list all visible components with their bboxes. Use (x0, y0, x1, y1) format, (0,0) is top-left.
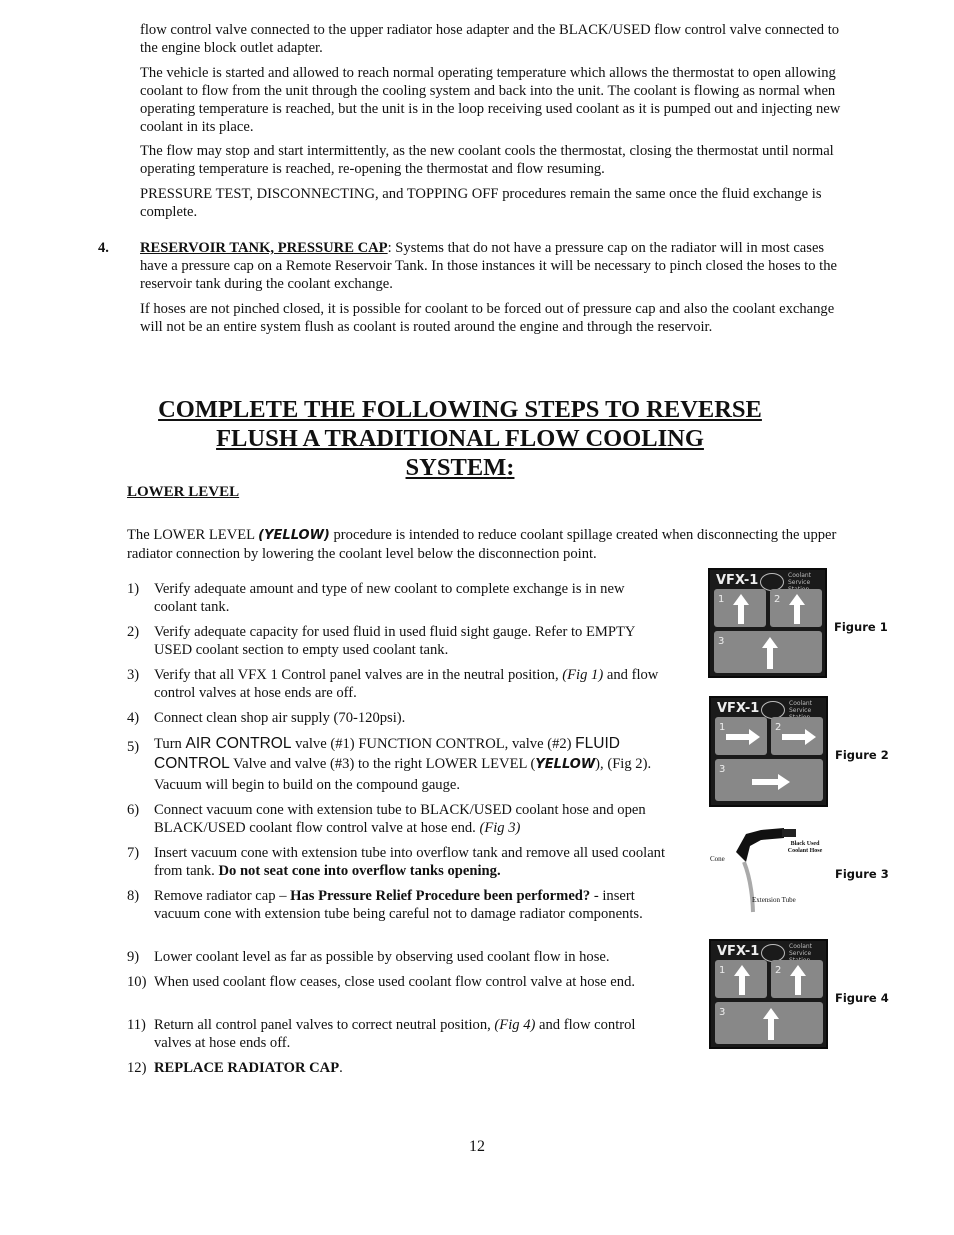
valve-box-1 (715, 960, 767, 998)
arrow-right-icon (725, 728, 761, 746)
fig-ref: (Fig 1) (562, 667, 604, 683)
figure-3-illustration (706, 822, 830, 914)
step-number: 7) (127, 845, 140, 861)
list-item (127, 623, 667, 659)
step-text: Verify adequate capacity for used fluid in used fluid sight gauge. Refer to EMPTY USED coolant section to empty used coolant tank. (154, 624, 635, 658)
heading-line-3 (120, 453, 800, 482)
subheading: LOWER LEVEL (127, 484, 240, 500)
heading-colon: : (506, 454, 515, 481)
step-text-part: Return all control panel valves to correct neutral position, (154, 1017, 495, 1033)
page-number: 12 (469, 1138, 485, 1155)
panel-tag: Coolant Service (789, 943, 813, 957)
figure-1-panel (708, 568, 827, 678)
arrow-right-icon (751, 773, 791, 791)
step-text: Connect clean shop air supply (70-120psi). (154, 710, 406, 726)
valve-box-3 (714, 631, 822, 673)
paragraph: The vehicle is started and allowed to reach normal operating temperature which allows the thermostat to open allowing coolant to flow from the unit through the cooling system and back into the unit. The coolant is flowing as normal when operating temperature is reached, but the unit is in the loop receiving used coolant as it is pumped out and injecting new coolant in its place. (140, 65, 841, 135)
step-number: 1) (127, 581, 140, 597)
valve-number: 3 (719, 764, 726, 775)
valve-box-3 (715, 1002, 823, 1044)
intro-before: The LOWER LEVEL (127, 527, 259, 543)
step-number: 6) (127, 802, 140, 818)
arrow-up-icon (732, 593, 750, 625)
figure-2-panel (709, 696, 828, 807)
step-text (154, 1016, 667, 1052)
item4-text: : Systems that do not have a pressure cap on the radiator will in most cases have a pressure cap on a Remote Reservoir Tank. In those instances it will be necessary to pinch closed the hoses to the reservoir tank during the coolant exchange. (140, 240, 837, 292)
fluid-control-label: FLUID CONTROL (154, 735, 620, 772)
step-text-part: Turn (154, 736, 186, 752)
paragraph: flow control valve connected to the upper radiator hose adapter and the BLACK/USED flow control valve connected to the engine block outlet adapter. (140, 22, 840, 56)
valve-number: 2 (775, 965, 782, 976)
step-text-part: . (339, 1060, 343, 1076)
valve-box-3 (715, 759, 823, 801)
step-text (154, 1059, 667, 1077)
valve-number: 2 (774, 594, 781, 605)
step-number: 4) (127, 710, 140, 726)
step-number: 2) (127, 624, 140, 640)
step-number: 12) (127, 1060, 147, 1076)
tube-label: Extension Tube (752, 896, 796, 904)
item4-paragraph (140, 239, 852, 293)
step-text-part: and flow control valves at hose ends off. (154, 1017, 636, 1051)
figure-caption: Figure 4 (835, 991, 889, 1005)
step-text (154, 844, 667, 880)
panel-tag: Coolant Service (789, 700, 813, 714)
figure-4-panel (709, 939, 828, 1049)
step-bold: REPLACE RADIATOR CAP (154, 1060, 340, 1076)
heading-line: FLUSH A TRADITIONAL FLOW COOLING (216, 425, 704, 452)
step-text (154, 734, 667, 795)
list-item (127, 1016, 667, 1052)
intro-after: procedure is intended to reduce coolant spillage created when disconnecting the upper radiator connection by lowering the coolant level below the disconnection point. (127, 527, 837, 562)
step-text-part: ), (Fig 2). Vacuum will begin to build on the compound gauge. (154, 756, 652, 793)
panel-tag: Coolant Service (788, 572, 812, 586)
step-bold: Do not seat cone into overflow tanks opening. (218, 863, 501, 879)
paragraph: PRESSURE TEST, DISCONNECTING, and TOPPING OFF procedures remain the same once the fluid exchange is complete. (140, 186, 822, 220)
step-text-part: Insert vacuum cone with extension tube into overflow tank and remove all used coolant from tank. (154, 845, 666, 879)
step-number: 5) (127, 739, 140, 755)
arrow-up-icon (788, 593, 806, 625)
arrow-up-icon (761, 636, 779, 670)
step-text: Verify adequate amount and type of new coolant to complete exchange is in new coolant tank. (154, 581, 625, 615)
fig-ref: (Fig 4) (494, 1017, 536, 1033)
section-heading (120, 395, 800, 482)
item4-paragraph-2: If hoses are not pinched closed, it is possible for coolant to be forced out of pressure cap and also the coolant exchange will not be an entire system flush as coolant is routed around the engine and through the reservoir. (140, 301, 835, 335)
step-number: 8) (127, 888, 140, 904)
step-bold: Has Pressure Relief Procedure been performed? (290, 888, 591, 904)
yellow-label: YELLOW (535, 757, 596, 772)
step-number: 10) (127, 974, 147, 990)
step-number: 11) (127, 1017, 146, 1033)
valve-box-2 (771, 960, 823, 998)
valve-box-1 (715, 717, 767, 755)
hose-label: Black Used Coolant Hose (787, 841, 823, 854)
paragraph: The flow may stop and start intermittently, as the new coolant cools the thermostat, closing the thermostat until normal operating temperature is reached, re-opening the thermostat and flow resuming. (140, 143, 834, 177)
panel-brand: VFX-1 (716, 573, 759, 588)
step-text-part: Remove radiator cap – (154, 888, 291, 904)
list-item (127, 801, 667, 837)
step-text-part: and flow control valves at hose ends are off. (154, 667, 659, 701)
step-text-part: - insert vacuum cone with extension tube being careful not to damage radiator components. (154, 888, 643, 922)
heading-line: COMPLETE THE FOLLOWING STEPS TO REVERSE (158, 396, 762, 423)
valve-number: 1 (718, 594, 725, 605)
list-item (127, 887, 667, 923)
list-item (127, 1059, 667, 1077)
air-control-label: AIR CONTROL (185, 735, 292, 752)
item4-title: RESERVOIR TANK, PRESSURE CAP (140, 240, 388, 256)
step-number: 3) (127, 667, 140, 683)
list-item (127, 948, 667, 966)
valve-number: 3 (718, 636, 725, 647)
step-number: 9) (127, 949, 140, 965)
step-text-part: Valve and valve (#3) to the right LOWER LEVEL ( (229, 756, 536, 772)
yellow-label: (YELLOW) (258, 528, 330, 543)
panel-brand: VFX-1 (717, 944, 760, 959)
valve-number: 1 (719, 965, 726, 976)
list-item (127, 666, 667, 702)
arrow-up-icon (762, 1007, 780, 1041)
arrow-up-icon (789, 964, 807, 996)
figure-caption: Figure 3 (835, 867, 889, 881)
list-item (127, 973, 667, 991)
step-text (154, 887, 667, 923)
valve-box-1 (714, 589, 766, 627)
cone-label: Cone (710, 855, 725, 863)
item-number: 4. (98, 240, 109, 256)
valve-number: 2 (775, 722, 782, 733)
figure-caption: Figure 1 (834, 620, 888, 634)
list-item (127, 580, 667, 616)
arrow-up-icon (733, 964, 751, 996)
panel-brand: VFX-1 (717, 701, 760, 716)
list-item (127, 734, 667, 795)
step-text (154, 801, 667, 837)
step-text: When used coolant flow ceases, close used coolant flow control valve at hose end. (154, 974, 636, 990)
step-text-part: Connect vacuum cone with extension tube to BLACK/USED coolant hose and open BLACK/USED coolant flow control valve at hose end. (154, 802, 646, 836)
valve-box-2 (771, 717, 823, 755)
step-text-part: Verify that all VFX 1 Control panel valves are in the neutral position, (154, 667, 563, 683)
heading-line: SYSTEM (405, 454, 507, 481)
figure-caption: Figure 2 (835, 748, 889, 762)
fig-ref: (Fig 3) (479, 820, 521, 836)
step-text (154, 666, 667, 702)
intro-paragraph (127, 526, 847, 563)
arrow-right-icon (781, 728, 817, 746)
valve-number: 3 (719, 1007, 726, 1018)
list-item (127, 844, 667, 880)
valve-box-2 (770, 589, 822, 627)
step-text: Lower coolant level as far as possible by observing used coolant flow in hose. (154, 949, 610, 965)
step-text-part: valve (#1) FUNCTION CONTROL, valve (#2) (291, 736, 576, 752)
valve-number: 1 (719, 722, 726, 733)
list-item (127, 709, 667, 727)
